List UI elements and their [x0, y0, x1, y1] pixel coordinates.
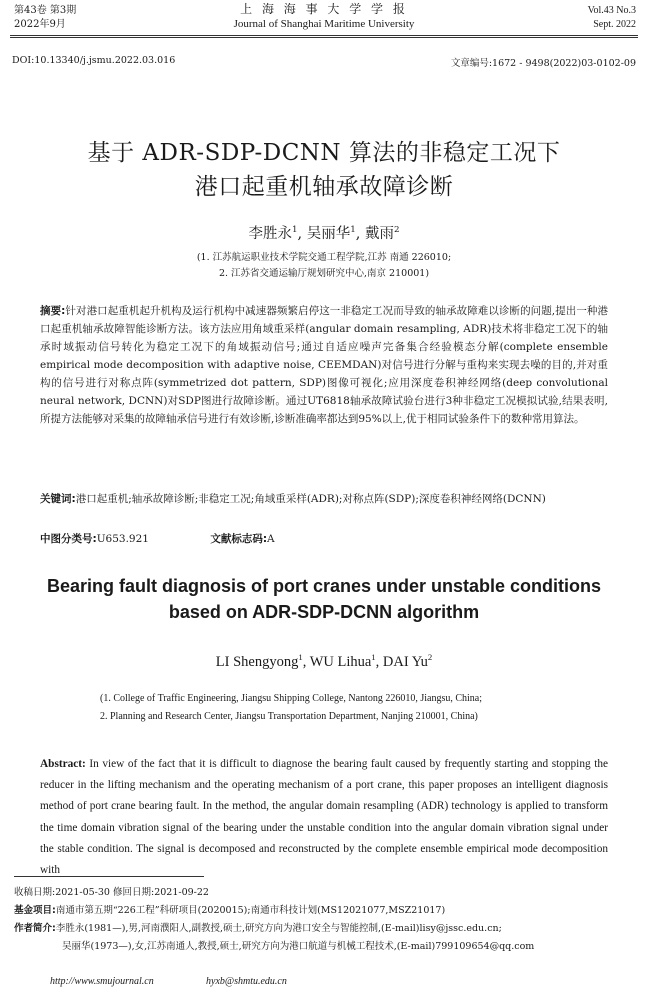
author-cn: 吴丽华 — [306, 226, 351, 242]
author-separator: , — [302, 653, 307, 670]
affiliation-en-2: 2. Planning and Research Center, Jiangsu Transportation Department, Nanjing 210001, China) — [100, 711, 478, 722]
clc-value: U653.921 — [96, 533, 149, 545]
affiliation-en-1: (1. College of Traffic Engineering, Jiangsu Shipping College, Nantong 226010, Jiangsu, China; — [100, 693, 483, 704]
author-bio-1 — [14, 920, 502, 937]
funding — [14, 902, 445, 919]
abstract-en — [40, 754, 608, 881]
author-cn: 戴雨 — [364, 226, 394, 242]
author-affiliation-mark: 2 — [427, 652, 433, 662]
keywords-cn-label: 关键词: — [40, 493, 76, 505]
authors-en — [0, 652, 648, 671]
doi: DOI:10.13340/j.jsmu.2022.03.016 — [12, 55, 176, 66]
abstract-en-label: Abstract: — [40, 758, 86, 770]
date-cn: 2022年9月 — [14, 19, 66, 30]
author-separator: , — [297, 226, 303, 242]
affiliation-cn-1: (1. 江苏航运职业技术学院交通工程学院,江苏 南通 226010; — [196, 252, 452, 263]
title-cn-line2: 港口起重机轴承故障诊断 — [194, 174, 454, 200]
volume-issue-en: Vol.43 No.3 — [587, 5, 636, 16]
keywords-cn — [40, 490, 608, 508]
author-affiliation-mark: 1 — [298, 652, 303, 662]
funding-label: 基金项目: — [14, 905, 56, 916]
journal-name-cn: 上 海 海 事 大 学 学 报 — [240, 2, 408, 16]
author-cn: 李胜永 — [248, 226, 292, 242]
classification-cn — [40, 530, 608, 548]
volume-issue-cn: 第43卷 第3期 — [14, 5, 77, 16]
journal-name-en: Journal of Shanghai Maritime University — [233, 18, 415, 30]
abstract-cn — [40, 302, 608, 428]
author-affiliation-mark: 1 — [350, 225, 356, 236]
author-en: DAI Yu — [382, 653, 428, 670]
journal-url[interactable]: http://www.smujournal.cn — [50, 976, 154, 987]
received-dates: 收稿日期:2021-05-30 修回日期:2021-09-22 — [14, 887, 209, 898]
bio-text-1: 李胜永(1981—),男,河南濮阳人,副教授,硕士,研究方向为港口安全与智能控制,(E-mail)lisy@jssc.edu.cn; — [55, 923, 502, 934]
author-affiliation-mark: 1 — [371, 652, 376, 662]
author-en: LI Shengyong — [215, 653, 299, 670]
article-number: 文章编号:1672 - 9498(2022)03-0102-09 — [450, 58, 636, 69]
author-separator: , — [375, 653, 380, 670]
journal-email[interactable]: hyxb@shmtu.edu.cn — [206, 976, 287, 987]
affiliation-cn-2: 2. 江苏省交通运输厅规划研究中心,南京 210001) — [218, 268, 430, 279]
abstract-en-text: In view of the fact that it is difficult to diagnose the bearing fault caused by frequently starting and stopping the reducer in the lifting mechanism and the operating mechanism of a port crane, this paper proposes an intelligent diagnosis method of port crane bearing fault. In the method, the angular domain resampling (ADR) technology is applied to transform the time domain vibration signal of the bearing under the unstable condition into the angular domain vibration signal under the stable condition. The signal is decomposed and reconstructed by the complete ensemble empirical mode decomposition with — [40, 758, 608, 877]
clc-label: 中图分类号: — [40, 533, 97, 545]
author-affiliation-mark: 1 — [291, 225, 298, 236]
author-en: WU Lihua — [309, 653, 372, 670]
abstract-cn-text: 针对港口起重机起升机构及运行机构中减速器频繁启停这一非稳定工况而导致的轴承故障难以诊断的问题,提出一种港口起重机轴承故障智能诊断方法。该方法应用角域重采样(angular domain resampling, ADR)技术将非稳定工况下的轴承时域振动信号转化为稳定工况下的角域振动信号;通过自适应噪声完备集合经验模态分解(complete ensemble empirical mode decomposition with adaptive noise, CEEMDAN)对信号进行分解与重构来实现去噪的目的,并对重构的信号进行对称点阵(symmetrized dot pattern, SDP)图像可视化;应用深度卷积神经网络(deep convolutional neural network, DCNN)对SDP图进行故障诊断。通过UT6818轴承故障试验台进行3种非稳定工况模拟试验,结果表明,所提方法能够对采集的故障轴承信号进行有效诊断,诊断准确率都达到95%以上,优于相同试验条件下的数种常用算法。 — [40, 305, 609, 425]
title-cn-line1: 基于 ADR-SDP-DCNN 算法的非稳定工况下 — [87, 140, 561, 166]
date-en: Sept. 2022 — [593, 19, 636, 30]
authors-cn — [0, 222, 648, 243]
title-en-line1: Bearing fault diagnosis of port cranes under unstable conditions — [46, 576, 602, 596]
author-bio-2: 吴丽华(1973—),女,江苏南通人,教授,硕士,研究方向为港口航道与机械工程技术,(E-mail)799109654@qq.com — [62, 941, 535, 952]
bio-label: 作者简介: — [14, 923, 56, 934]
funding-text: 南通市第五期“226工程”科研项目(2020015);南通市科技计划(MS12021077,MSZ21017) — [55, 905, 446, 916]
abstract-cn-label: 摘要: — [40, 305, 66, 317]
header-rule — [10, 35, 638, 36]
doc-code-value: A — [267, 533, 275, 545]
doc-code-label: 文献标志码: — [210, 533, 268, 545]
header-rule-2 — [10, 37, 638, 38]
author-affiliation-mark: 2 — [393, 225, 400, 236]
footnote-rule — [14, 876, 204, 877]
author-separator: , — [355, 226, 361, 242]
title-en-line2: based on ADR-SDP-DCNN algorithm — [168, 602, 480, 622]
keywords-cn-text: 港口起重机;轴承故障诊断;非稳定工况;角域重采样(ADR);对称点阵(SDP);深度卷积神经网络(DCNN) — [75, 493, 546, 505]
